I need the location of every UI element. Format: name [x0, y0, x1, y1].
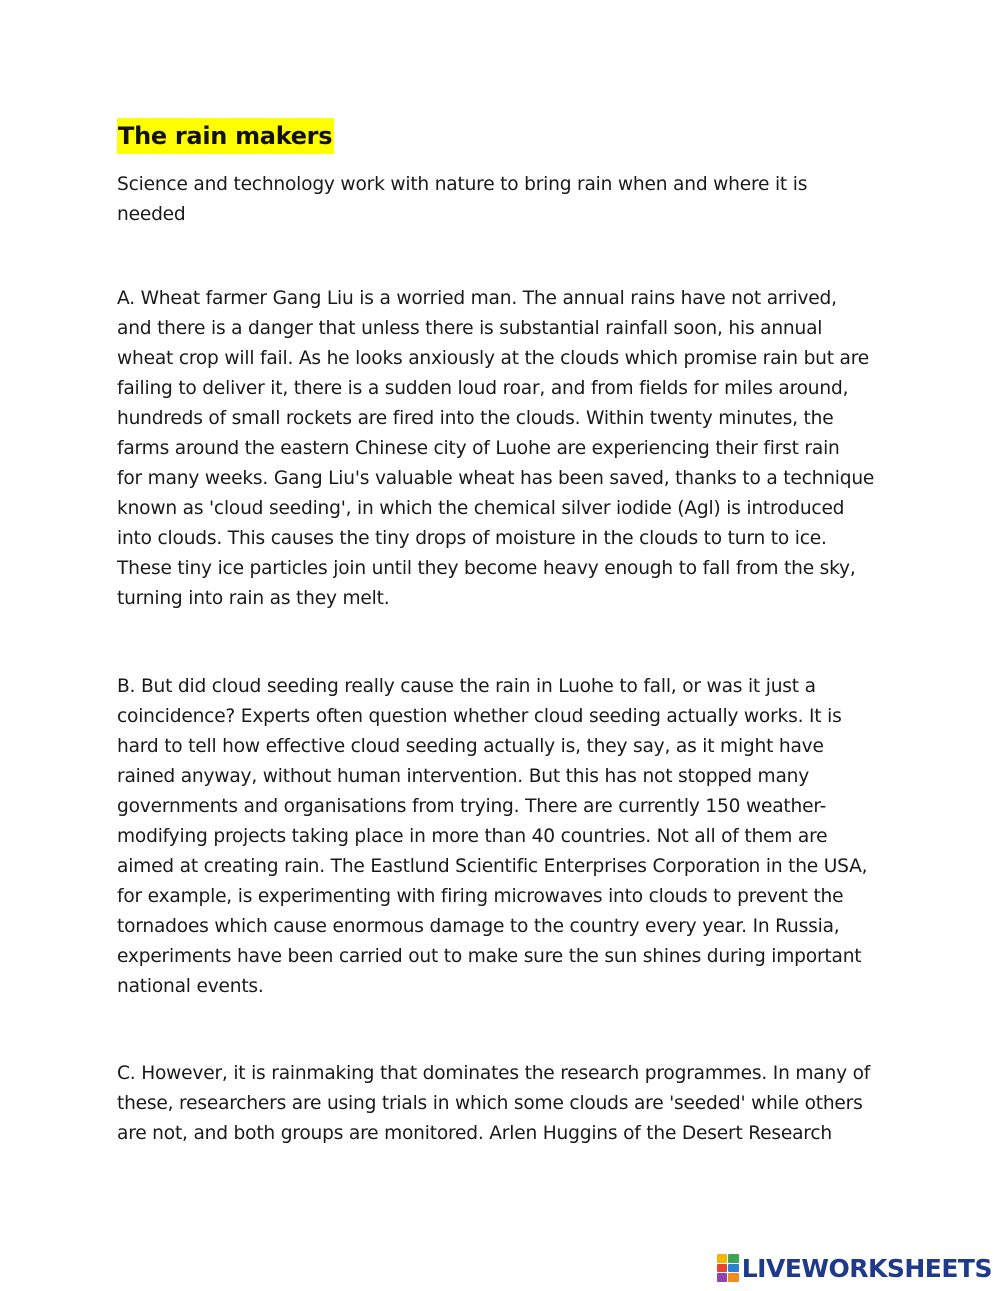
paragraph-line: and there is a danger that unless there is substantial rainfall soon, his annual — [117, 318, 823, 339]
paragraph-line: national events. — [117, 976, 264, 997]
logo-text: LIVEWORKSHEETS — [741, 1253, 992, 1283]
paragraph-line: hard to tell how effective cloud seeding actually is, they say, as it might have — [117, 736, 824, 757]
paragraph-line: for many weeks. Gang Liu's valuable wheat has been saved, thanks to a technique — [117, 468, 875, 489]
logo-tile — [728, 1273, 739, 1282]
paragraph-line: hundreds of small rockets are fired into the clouds. Within twenty minutes, the — [117, 408, 834, 429]
paragraph-line: for example, is experimenting with firing microwaves into clouds to prevent the — [117, 886, 844, 907]
logo-tile — [717, 1264, 728, 1273]
logo-tile — [728, 1254, 739, 1263]
logo-tile — [728, 1264, 739, 1273]
subtitle-line: Science and technology work with nature to bring rain when and where it is — [117, 174, 808, 195]
paragraph-line: tornadoes which cause enormous damage to the country every year. In Russia, — [117, 916, 840, 937]
paragraph-line: experiments have been carried out to make sure the sun shines during important — [117, 946, 862, 967]
paragraph-line: rained anyway, without human intervention. But this has not stopped many — [117, 766, 810, 787]
paragraph-line: coincidence? Experts often question whether cloud seeding actually works. It is — [117, 706, 842, 727]
page-title: The rain makers — [117, 118, 334, 154]
paragraph-line: failing to deliver it, there is a sudden loud roar, and from fields for miles around, — [117, 378, 849, 399]
paragraph-line: into clouds. This causes the tiny drops of moisture in the clouds to turn to ice. — [117, 528, 827, 549]
paragraph-line: A. Wheat farmer Gang Liu is a worried man. The annual rains have not arrived, — [117, 288, 837, 309]
paragraph-line: are not, and both groups are monitored. Arlen Huggins of the Desert Research — [117, 1123, 832, 1144]
subtitle-line: needed — [117, 204, 186, 225]
paragraph-line: farms around the eastern Chinese city of Luohe are experiencing their first rain — [117, 438, 840, 459]
title-wrap — [117, 118, 334, 154]
paragraph-line: C. However, it is rainmaking that dominates the research programmes. In many of — [117, 1063, 871, 1084]
paragraph-a — [117, 284, 897, 614]
paragraph-line: B. But did cloud seeding really cause the rain in Luohe to fall, or was it just a — [117, 676, 816, 697]
paragraph-b — [117, 672, 897, 1002]
paragraph-line: wheat crop will fail. As he looks anxiously at the clouds which promise rain but are — [117, 348, 870, 369]
paragraph-line: aimed at creating rain. The Eastlund Scientific Enterprises Corporation in the USA, — [117, 856, 868, 877]
paragraph-line: these, researchers are using trials in which some clouds are 'seeded' while others — [117, 1093, 863, 1114]
logo-mark-icon — [717, 1254, 739, 1282]
paragraph-line: modifying projects taking place in more than 40 countries. Not all of them are — [117, 826, 828, 847]
paragraph-line: known as 'cloud seeding', in which the chemical silver iodide (Agl) is introduced — [117, 498, 845, 519]
paragraph-line: These tiny ice particles join until they become heavy enough to fall from the sky, — [117, 558, 856, 579]
logo-tile — [717, 1254, 728, 1263]
logo-tile — [717, 1273, 728, 1282]
liveworksheets-logo — [717, 1250, 992, 1286]
subtitle — [117, 170, 877, 230]
paragraph-line: turning into rain as they melt. — [117, 588, 390, 609]
paragraph-c — [117, 1059, 897, 1149]
paragraph-line: governments and organisations from trying. There are currently 150 weather- — [117, 796, 827, 817]
